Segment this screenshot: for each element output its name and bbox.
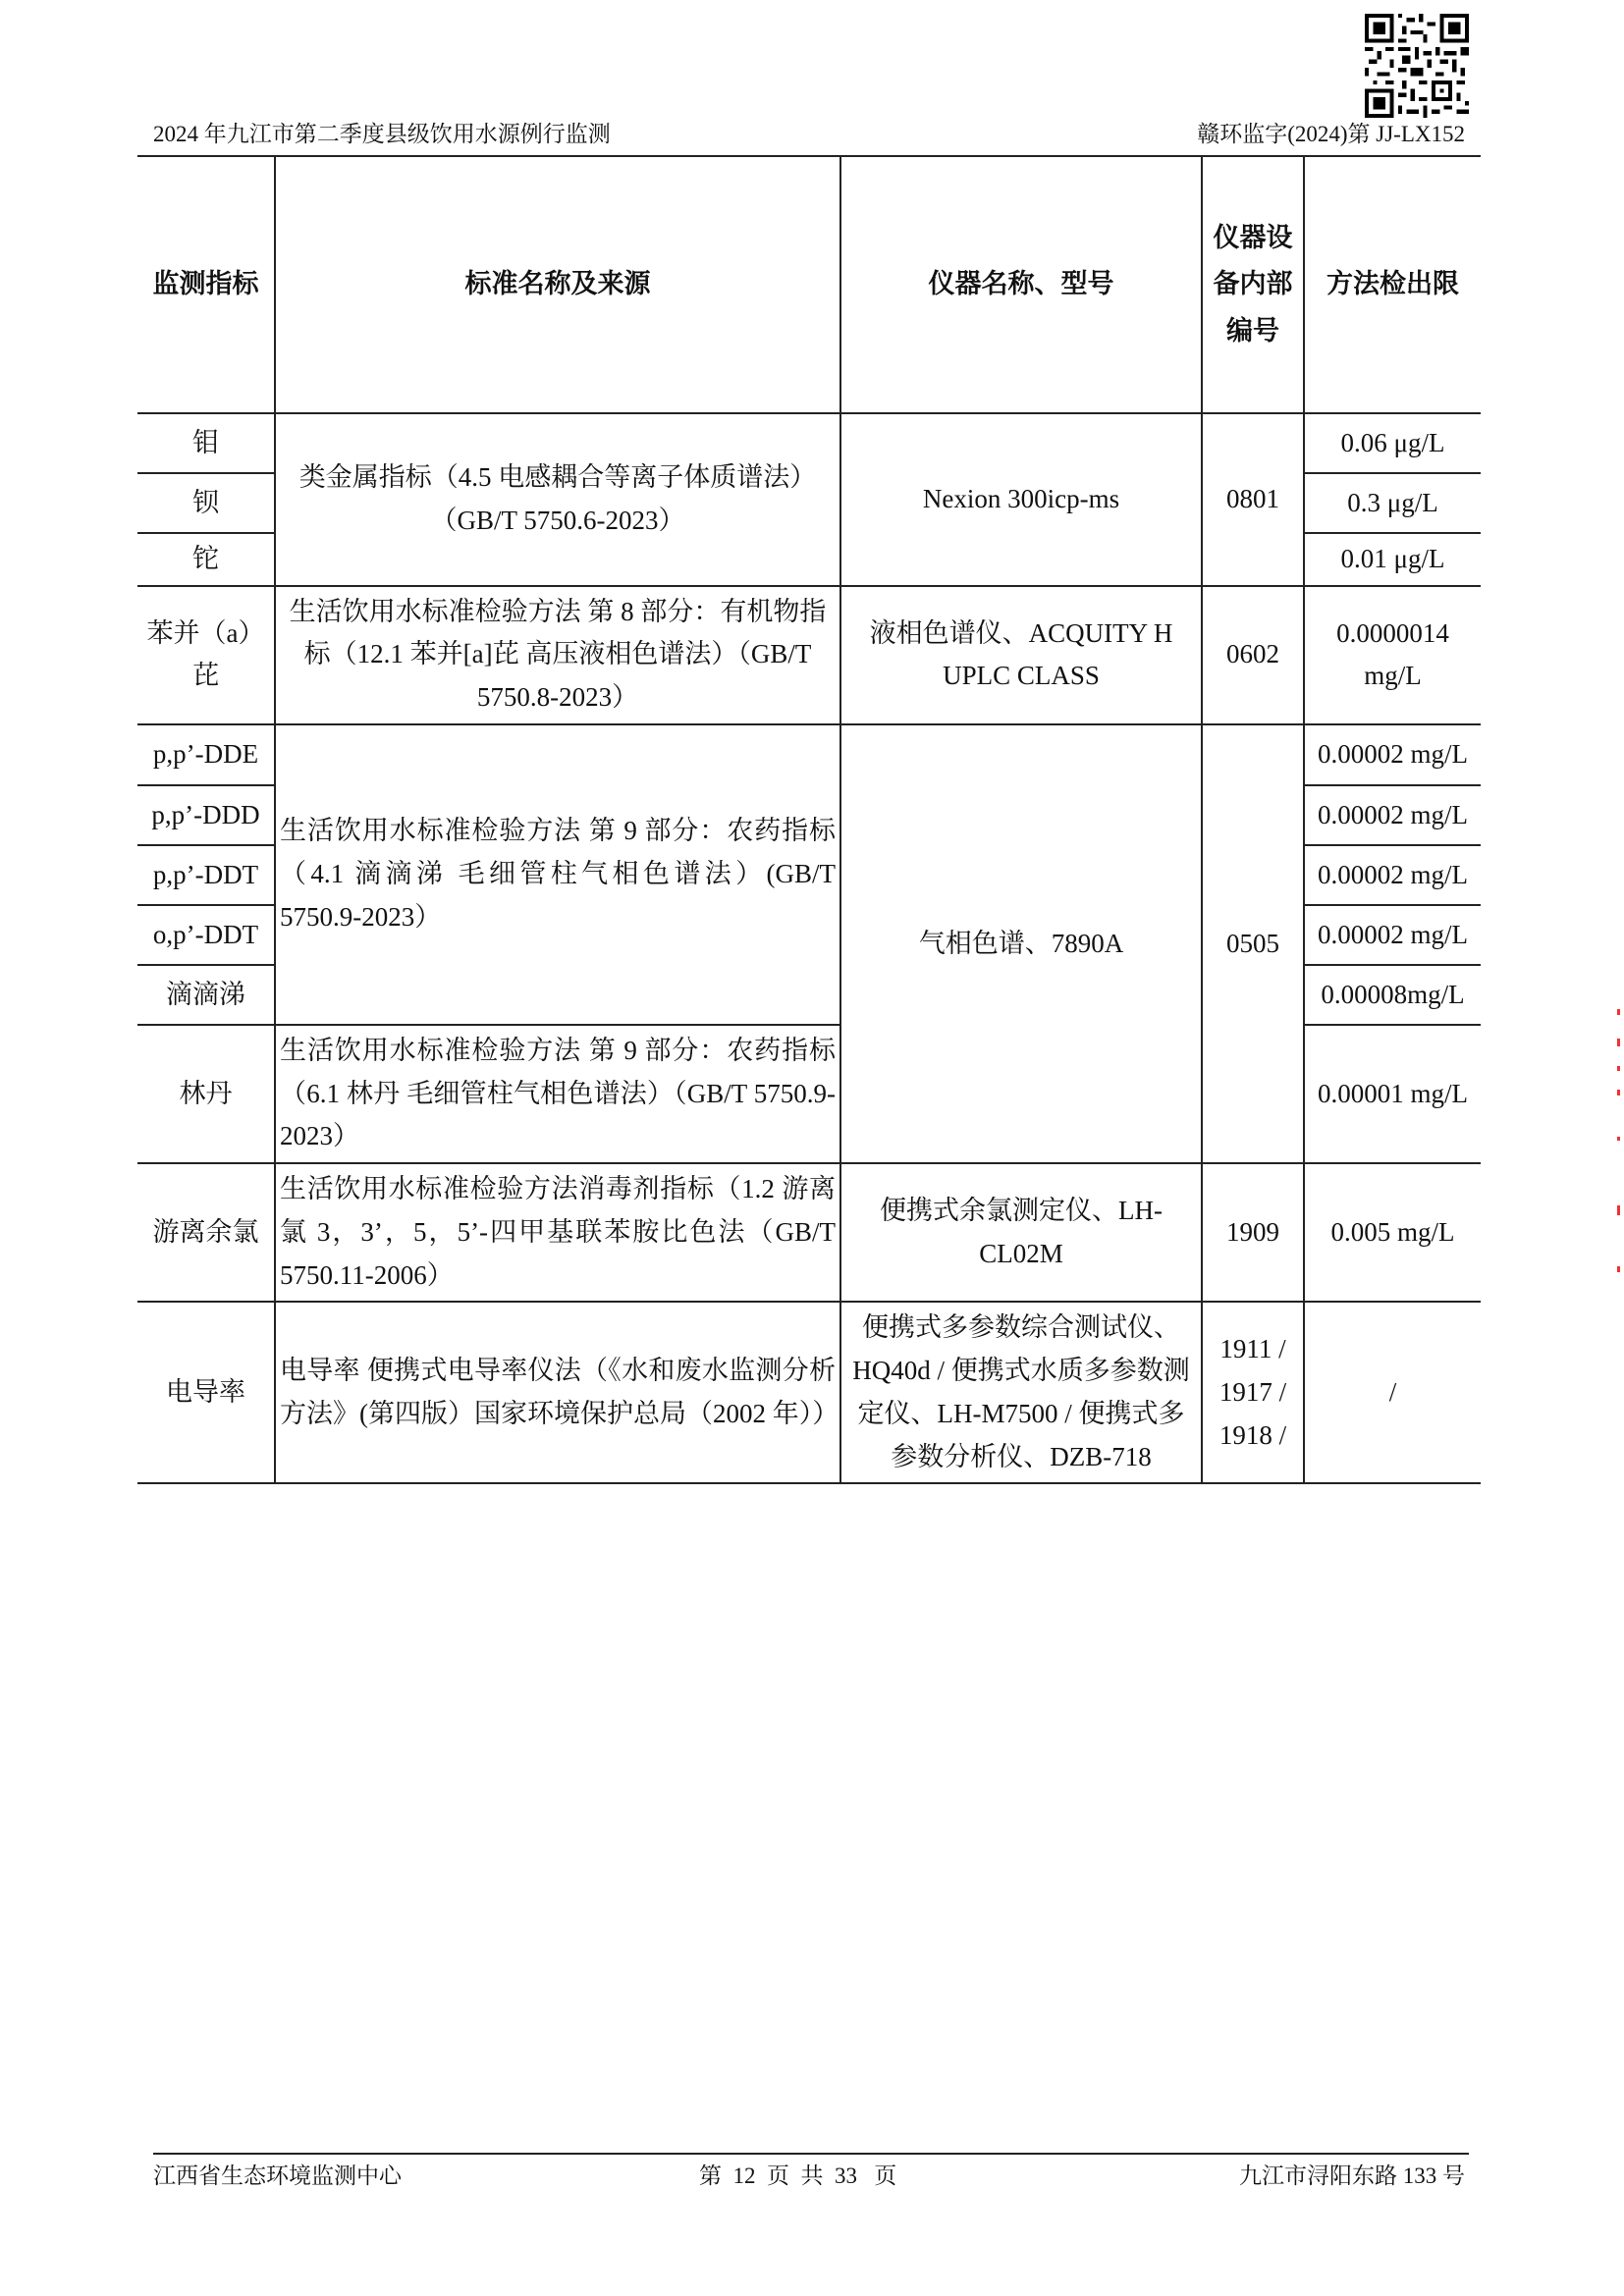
footer-divider <box>153 2153 1469 2155</box>
standard-cell: 生活饮用水标准检验方法 第 9 部分：农药指标 （6.1 林丹 毛细管柱气相色谱法）（GB/T 5750.9-2023） <box>275 1025 840 1163</box>
limit-cell: 0.00002 mg/L <box>1304 785 1481 845</box>
method-table <box>137 157 1481 1484</box>
limit-cell: 0.01 μg/L <box>1304 533 1481 586</box>
device-id-cell: 0801 <box>1202 413 1304 586</box>
limit-cell: 0.00002 mg/L <box>1304 724 1481 785</box>
standard-cell: 生活饮用水标准检验方法消毒剂指标（1.2 游离氯 3，3’，5，5’-四甲基联苯胺比色法（GB/T 5750.11-2006） <box>275 1163 840 1302</box>
instrument-cell: 气相色谱、7890A <box>840 724 1202 1163</box>
device-id-cell: 0602 <box>1202 586 1304 724</box>
indicator-cell: o,p’-DDT <box>137 905 275 965</box>
table-row <box>137 586 1481 724</box>
limit-cell: 0.0000014 mg/L <box>1304 586 1481 724</box>
instrument-cell: 液相色谱仪、ACQUITY H UPLC CLASS <box>840 586 1202 724</box>
header-indicator: 监测指标 <box>137 157 275 413</box>
header-report-number: 赣环监字(2024)第 JJ-LX152 <box>1197 122 1465 146</box>
indicator-cell: 铊 <box>137 533 275 586</box>
standard-cell: 类金属指标（4.5 电感耦合等离子体质谱法）（GB/T 5750.6-2023） <box>275 413 840 586</box>
indicator-cell: 钡 <box>137 473 275 533</box>
indicator-cell: p,p’-DDD <box>137 785 275 845</box>
header-instrument: 仪器名称、型号 <box>840 157 1202 413</box>
qr-code <box>1365 14 1469 118</box>
limit-cell: 0.00001 mg/L <box>1304 1025 1481 1163</box>
header-standard: 标准名称及来源 <box>275 157 840 413</box>
table-header-row <box>137 157 1481 413</box>
header-device-id: 仪器设备内部编号 <box>1202 157 1304 413</box>
table-row <box>137 413 1481 473</box>
instrument-cell: 便携式多参数综合测试仪、HQ40d / 便携式水质多参数测定仪、LH-M7500 / 便携式多参数分析仪、DZB-718 <box>840 1302 1202 1483</box>
limit-cell: 0.005 mg/L <box>1304 1163 1481 1302</box>
limit-cell: 0.00002 mg/L <box>1304 845 1481 905</box>
instrument-cell: 便携式余氯测定仪、LH-CL02M <box>840 1163 1202 1302</box>
indicator-cell: p,p’-DDT <box>137 845 275 905</box>
table-row <box>137 724 1481 785</box>
indicator-cell: 苯并（a）芘 <box>137 586 275 724</box>
indicator-cell: 钼 <box>137 413 275 473</box>
indicator-cell: 林丹 <box>137 1025 275 1163</box>
header-report-title: 2024 年九江市第二季度县级饮用水源例行监测 <box>153 122 611 146</box>
device-id-cell: 1909 <box>1202 1163 1304 1302</box>
footer-organization: 江西省生态环境监测中心 <box>153 2163 402 2188</box>
device-id-cell: 0505 <box>1202 724 1304 1163</box>
indicator-cell: 滴滴涕 <box>137 965 275 1025</box>
limit-cell: 0.3 μg/L <box>1304 473 1481 533</box>
limit-cell: 0.00008mg/L <box>1304 965 1481 1025</box>
indicator-cell: 游离余氯 <box>137 1163 275 1302</box>
footer-address: 九江市浔阳东路 133 号 <box>1239 2163 1465 2188</box>
instrument-cell: Nexion 300icp-ms <box>840 413 1202 586</box>
table-row <box>137 1302 1481 1483</box>
indicator-cell: p,p’-DDE <box>137 724 275 785</box>
seal-edge-marks <box>1616 1009 1622 1284</box>
limit-cell: 0.00002 mg/L <box>1304 905 1481 965</box>
limit-cell: 0.06 μg/L <box>1304 413 1481 473</box>
footer-page-number: 第 12 页 共 33 页 <box>699 2163 897 2188</box>
table-row <box>137 1163 1481 1302</box>
device-id-cell: 1911 / 1917 / 1918 / <box>1202 1302 1304 1483</box>
indicator-cell: 电导率 <box>137 1302 275 1483</box>
standard-cell: 电导率 便携式电导率仪法（《水和废水监测分析方法》(第四版）国家环境保护总局（2002 年）） <box>275 1302 840 1483</box>
limit-cell: / <box>1304 1302 1481 1483</box>
standard-cell: 生活饮用水标准检验方法 第 8 部分：有机物指标（12.1 苯并[a]芘 高压液相色谱法）（GB/T 5750.8-2023） <box>275 586 840 724</box>
standard-cell: 生活饮用水标准检验方法 第 9 部分：农药指标（4.1 滴滴涕 毛细管柱气相色谱法）(GB/T 5750.9-2023） <box>275 724 840 1025</box>
header-detection-limit: 方法检出限 <box>1304 157 1481 413</box>
